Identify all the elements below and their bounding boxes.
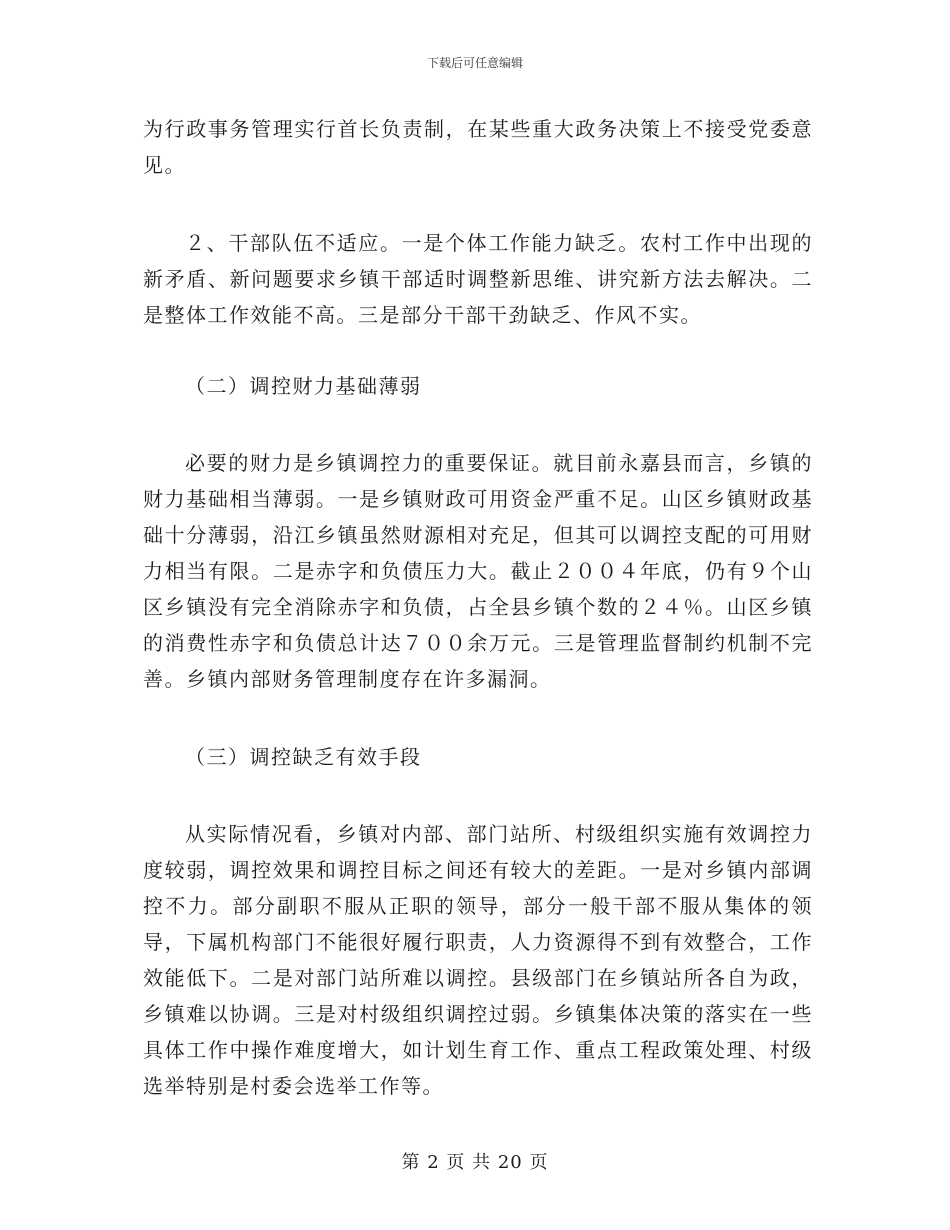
page-number: 第 2 页 共 20 页 — [401, 1152, 549, 1173]
paragraph-finance: 必要的财力是乡镇调控力的重要保证。就目前永嘉县而言，乡镇的财力基础相当薄弱。一是乡镇财政可用资金严重不足。山区乡镇财政基础十分薄弱，沿江乡镇虽然财源相对充足，但其可以调控支配的可用财力相当有限。二是赤字和负债压力大。截止２００４年底，仍有９个山区乡镇没有完全消除赤字和负债，占全县乡镇个数的２４％。山区乡镇的消费性赤字和负债总计达７００余万元。三是管理监督制约机制不完善。乡镇内部财务管理制度存在许多漏洞。 — [143, 451, 813, 691]
section-heading-finance: （二）调控财力基础薄弱 — [185, 374, 422, 398]
paragraph-continuation: 为行政事务管理实行首长负责制，在某些重大政务决策上不接受党委意见。 — [143, 117, 813, 177]
section-heading-means: （三）调控缺乏有效手段 — [185, 745, 422, 769]
page-header: 下载后可任意编辑 — [426, 56, 523, 70]
paragraph-cadre-team: ２、干部队伍不适应。一是个体工作能力缺乏。农村工作中出现的新矛盾、新问题要求乡镇干部适时调整新思维、讲究新方法去解决。二是整体工作效能不高。三是部分干部干劲缺乏、作风不实。 — [143, 231, 813, 327]
paragraph-means: 从实际情况看，乡镇对内部、部门站所、村级组织实施有效调控力度较弱，调控效果和调控目标之间还有较大的差距。一是对乡镇内部调控不力。部分副职不服从正职的领导，部分一般干部不服从集体的领导，下属机构部门不能很好履行职责，人力资源得不到有效整合，工作效能低下。二是对部门站所难以调控。县级部门在乡镇站所各自为政，乡镇难以协调。三是对村级组织调控过弱。乡镇集体决策的落实在一些具体工作中操作难度增大，如计划生育工作、重点工程政策处理、村级选举特别是村委会选举工作等。 — [143, 822, 813, 1098]
